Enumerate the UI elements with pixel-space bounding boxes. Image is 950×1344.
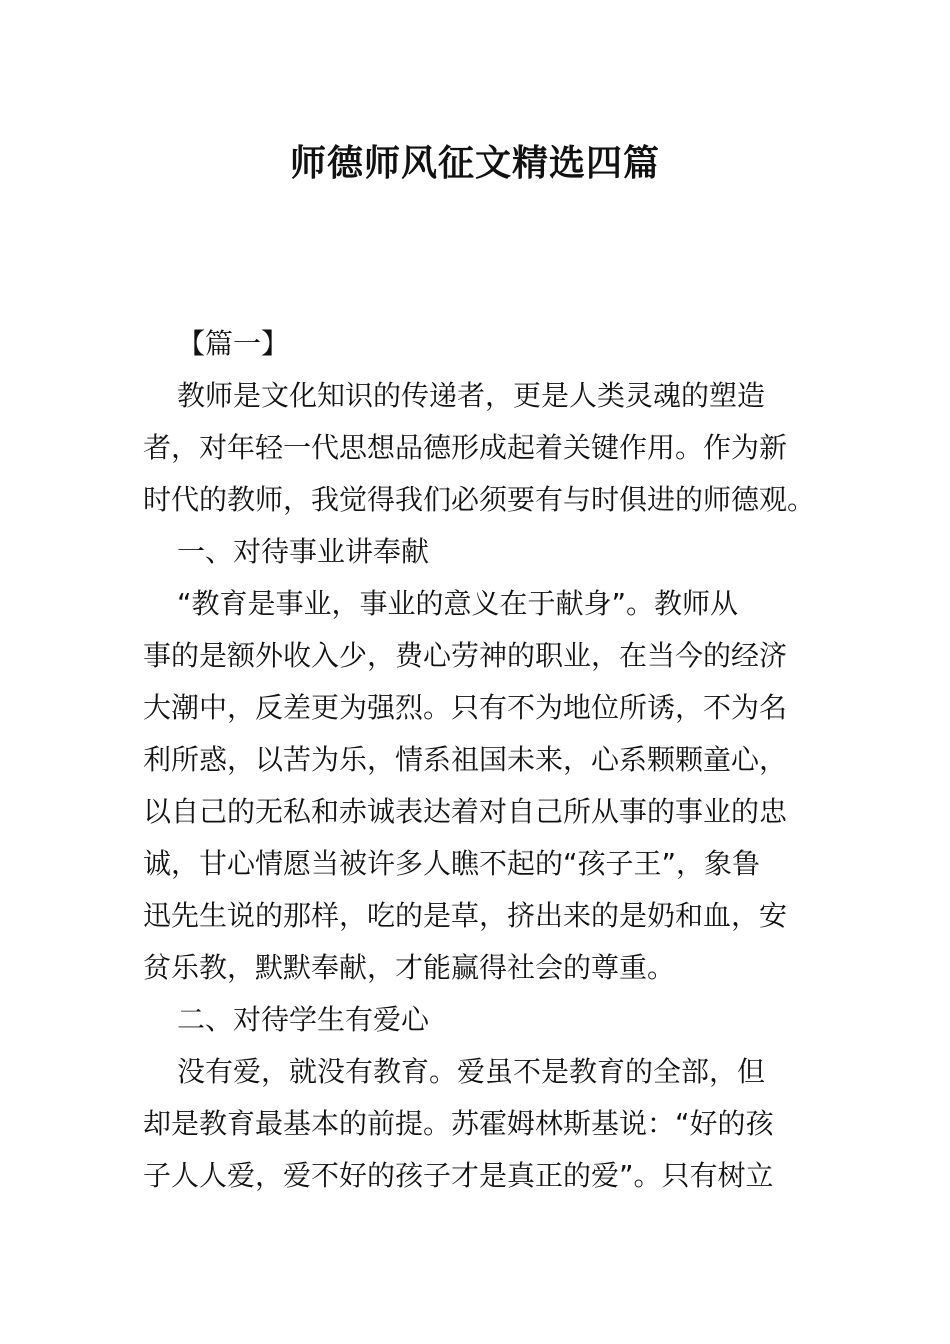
document-title: 师德师风征文精选四篇 [289,143,660,184]
paragraph-line: 没有爱，就没有教育。爱虽不是教育的全部，但 [177,1055,766,1088]
paragraph-line: 以自己的无私和赤诚表达着对自己所从事的事业的忠 [143,795,788,828]
paragraph-line: “教育是事业，事业的意义在于献身”。教师从 [177,587,739,620]
section-heading: 二、对待学生有爱心 [177,1003,430,1036]
document-body [143,318,816,1202]
paragraph-line: 子人人爱，爱不好的孩子才是真正的爱”。只有树立 [143,1159,774,1192]
paragraph-line: 教师是文化知识的传递者，更是人类灵魂的塑造 [177,379,766,412]
paragraph-line: 却是教育最基本的前提。苏霍姆林斯基说：“好的孩 [143,1107,774,1140]
paragraph-line: 大潮中，反差更为强烈。只有不为地位所诱，不为名 [143,691,788,724]
section-label: 【篇一】 [177,327,290,360]
paragraph-line: 迅先生说的那样，吃的是草，挤出来的是奶和血，安 [143,899,788,932]
section-heading: 一、对待事业讲奉献 [177,535,430,568]
paragraph-line: 事的是额外收入少，费心劳神的职业，在当今的经济 [143,639,788,672]
paragraph-line: 贫乐教，默默奉献，才能赢得社会的尊重。 [143,951,676,984]
paragraph-line: 时代的教师，我觉得我们必须要有与时俱进的师德观。 [143,483,816,516]
paragraph-line: 利所惑，以苦为乐，情系祖国未来，心系颗颗童心， [143,743,788,776]
paragraph-line: 诚，甘心情愿当被许多人瞧不起的“孩子王”，象鲁 [143,847,761,880]
paragraph-line: 者，对年轻一代思想品德形成起着关键作用。作为新 [143,431,788,464]
